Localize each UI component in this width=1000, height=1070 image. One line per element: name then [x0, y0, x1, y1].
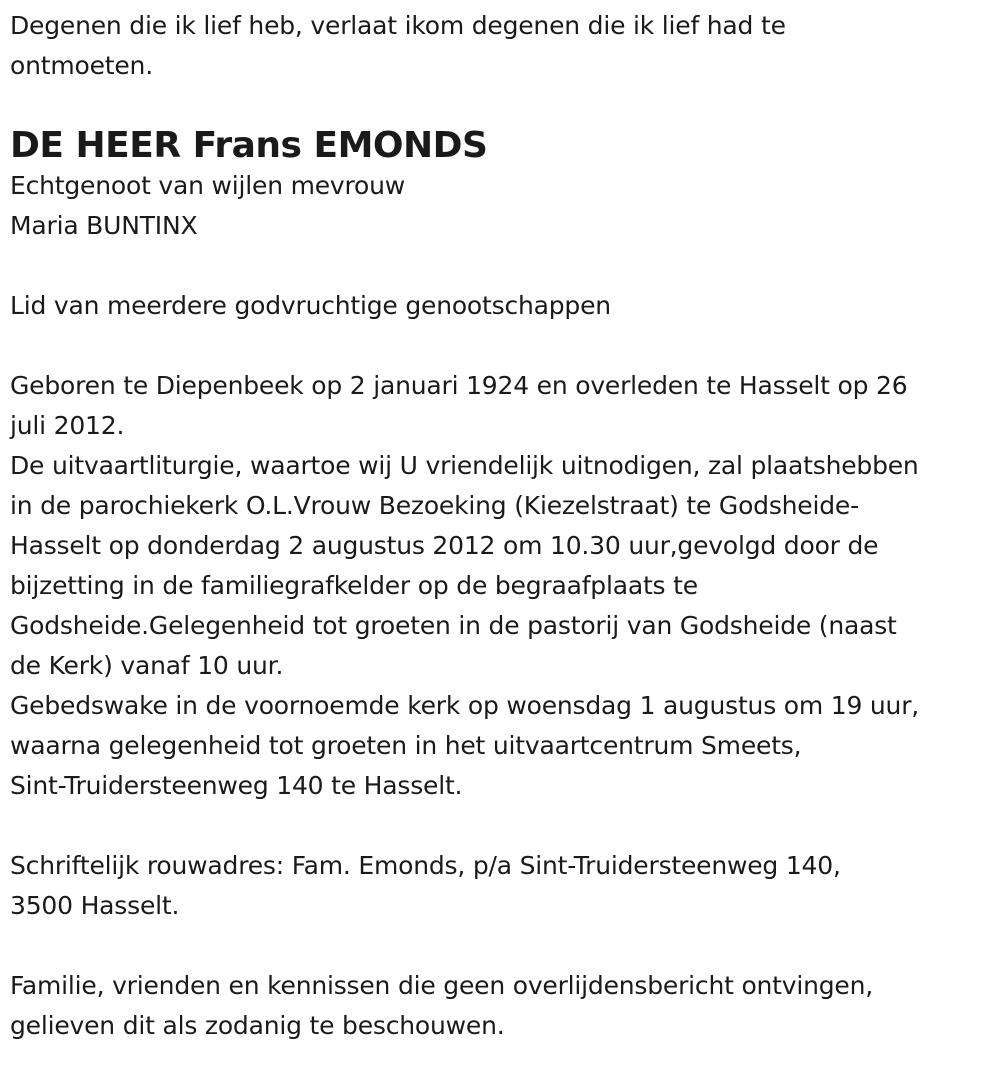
- membership-line: Lid van meerdere godvruchtige genootschappen: [10, 291, 611, 320]
- detail-line: Hasselt op donderdag 2 augustus 2012 om 10.30 uur,gevolgd door de: [10, 531, 879, 560]
- detail-line: waarna gelegenheid tot groeten in het uitvaartcentrum Smeets,: [10, 731, 802, 760]
- spacer: [10, 806, 985, 846]
- detail-line: Geboren te Diepenbeek op 2 januari 1924 en overleden te Hasselt op 26: [10, 371, 908, 400]
- spouse-line: Echtgenoot van wijlen mevrouw: [10, 171, 406, 200]
- spacer: [10, 326, 985, 366]
- obituary-document: [10, 6, 985, 1046]
- closing-notice: [10, 966, 985, 1046]
- spouse-info: [10, 166, 985, 246]
- detail-line: juli 2012.: [10, 411, 125, 440]
- spacer: [10, 246, 985, 286]
- detail-line: de Kerk) vanaf 10 uur.: [10, 651, 284, 680]
- detail-line: Sint-Truidersteenweg 140 te Hasselt.: [10, 771, 463, 800]
- deceased-name: DE HEER Frans EMONDS: [10, 125, 488, 166]
- detail-line: De uitvaartliturgie, waartoe wij U vriendelijk uitnodigen, zal plaatshebben: [10, 451, 919, 480]
- address-line: 3500 Hasselt.: [10, 891, 180, 920]
- funeral-details: [10, 366, 985, 806]
- quote-line: Degenen die ik lief heb, verlaat ikom degenen die ik lief had te: [10, 11, 786, 40]
- spacer: [10, 926, 985, 966]
- notice-line: gelieven dit als zodanig te beschouwen.: [10, 1011, 505, 1040]
- address-line: Schriftelijk rouwadres: Fam. Emonds, p/a Sint-Truidersteenweg 140,: [10, 851, 841, 880]
- detail-line: in de parochiekerk O.L.Vrouw Bezoeking (Kiezelstraat) te Godsheide-: [10, 491, 859, 520]
- detail-line: Gebedswake in de voornoemde kerk op woensdag 1 augustus om 19 uur,: [10, 691, 920, 720]
- quote-line: ontmoeten.: [10, 51, 153, 80]
- notice-line: Familie, vrienden en kennissen die geen overlijdensbericht ontvingen,: [10, 971, 874, 1000]
- mourning-address: [10, 846, 985, 926]
- detail-line: Godsheide.Gelegenheid tot groeten in de pastorij van Godsheide (naast: [10, 611, 897, 640]
- spouse-line: Maria BUNTINX: [10, 211, 198, 240]
- opening-quote: [10, 6, 985, 86]
- detail-line: bijzetting in de familiegrafkelder op de begraafplaats te: [10, 571, 698, 600]
